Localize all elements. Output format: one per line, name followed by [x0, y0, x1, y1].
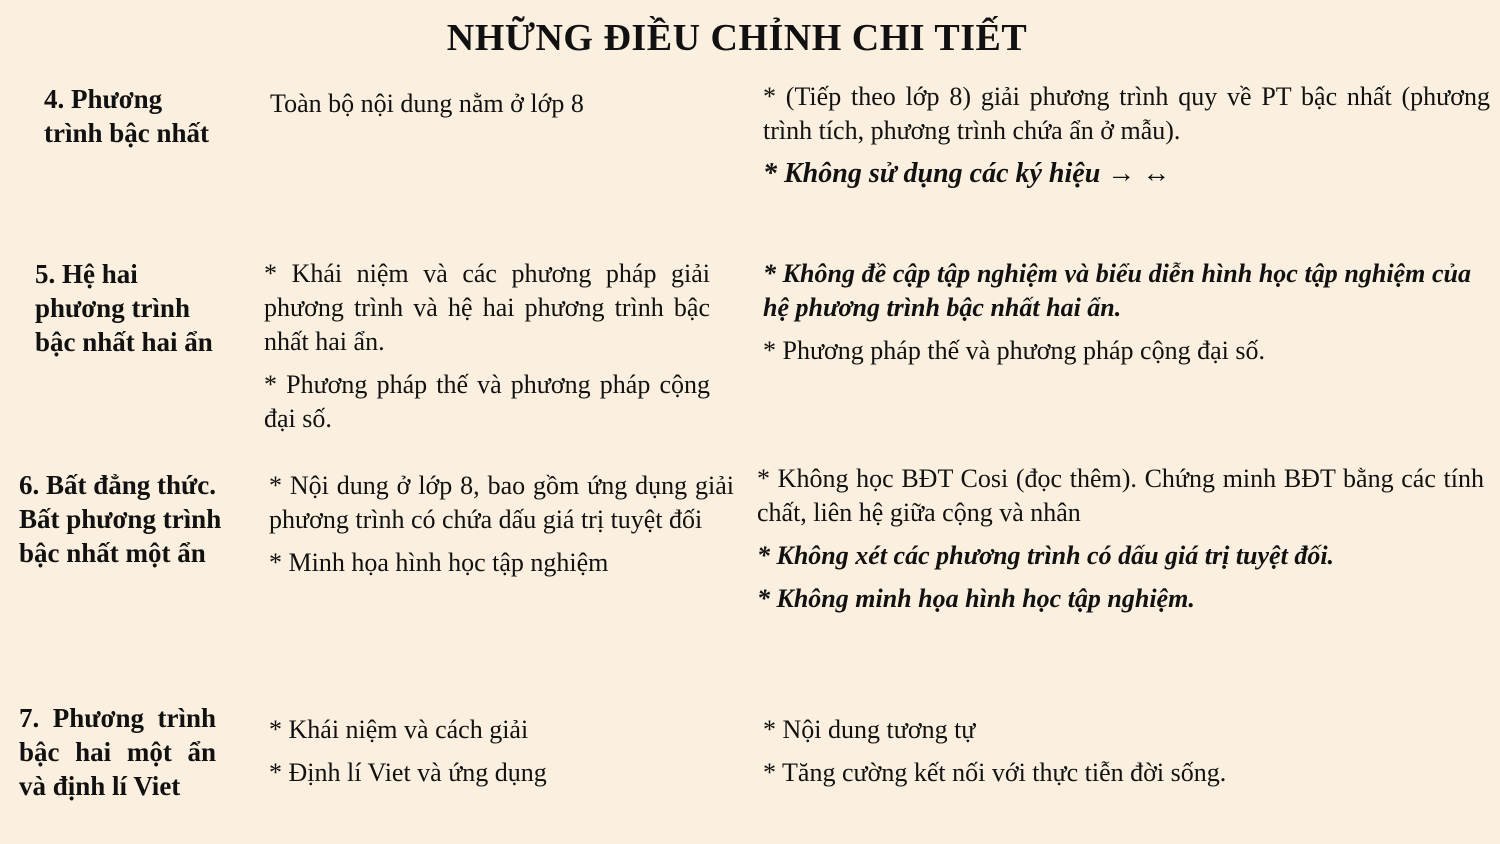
- row-5-new-item-2: * Phương pháp thế và phương pháp cộng đại số.: [763, 336, 1265, 365]
- row-5-topic-line-2: phương trình: [35, 293, 190, 323]
- row-4-new-content: [763, 80, 1490, 200]
- row-6-new-item-2: * Không xét các phương trình có dấu giá trị tuyệt đối.: [757, 541, 1335, 570]
- row-5-topic-line-1: 5. Hệ hai: [35, 259, 138, 289]
- row-6-old-content: [269, 469, 734, 589]
- row-5-old-content: [264, 257, 710, 445]
- row-5-topic-line-3: bậc nhất hai ẩn: [35, 327, 213, 357]
- row-7-topic-line-2: bậc hai một ẩn: [19, 737, 216, 767]
- row-4-topic-line-1: 4. Phương: [44, 84, 163, 114]
- row-6-old-item-1: * Nội dung ở lớp 8, bao gồm ứng dụng giải phương trình có chứa dấu giá trị tuyệt đối: [269, 471, 734, 534]
- row-4-new-item-1: * (Tiếp theo lớp 8) giải phương trình quy về PT bậc nhất (phương trình tích, phương trình chứa ẩn ở mẫu).: [763, 82, 1490, 145]
- row-4-new-item-2: * Không sử dụng các ký hiệu → ↔: [763, 158, 1171, 189]
- row-4-topic: [44, 82, 244, 150]
- row-6-topic-line-3: bậc nhất một ẩn: [19, 538, 206, 568]
- row-6-topic-line-1: 6. Bất đẳng thức.: [19, 470, 216, 500]
- row-5-old-item-1: * Khái niệm và các phương pháp giải phương trình và hệ hai phương trình bậc nhất hai ẩn.: [264, 259, 710, 356]
- row-5-topic: [35, 257, 250, 359]
- row-5-new-item-1: * Không đề cập tập nghiệm và biểu diễn hình học tập nghiệm của hệ phương trình bậc nhất hai ẩn.: [763, 259, 1471, 322]
- row-5-old-item-2: * Phương pháp thế và phương pháp cộng đại số.: [264, 370, 710, 433]
- slide-title: NHỮNG ĐIỀU CHỈNH CHI TIẾT: [446, 17, 1028, 59]
- row-7-topic: [19, 701, 216, 803]
- row-7-new-content: [763, 713, 1483, 799]
- row-6-old-item-2: * Minh họa hình học tập nghiệm: [269, 548, 609, 577]
- row-6-new-content: [757, 462, 1484, 625]
- row-7-new-item-1: * Nội dung tương tự: [763, 715, 976, 744]
- row-6-topic: [19, 468, 249, 570]
- row-7-topic-line-3: và định lí Viet: [19, 771, 181, 801]
- row-7-old-item-2: * Định lí Viet và ứng dụng: [269, 758, 547, 787]
- row-4-topic-line-2: trình bậc nhất: [44, 118, 210, 148]
- row-4-old-content: [270, 87, 730, 130]
- row-7-old-item-1: * Khái niệm và cách giải: [269, 715, 529, 744]
- row-5-new-content: [763, 257, 1471, 377]
- row-6-topic-line-2: Bất phương trình: [19, 504, 222, 534]
- row-7-topic-line-1: 7. Phương trình: [19, 703, 216, 733]
- row-7-new-item-2: * Tăng cường kết nối với thực tiễn đời sống.: [763, 758, 1227, 787]
- row-7-old-content: [269, 713, 734, 799]
- row-6-new-item-1: * Không học BĐT Cosi (đọc thêm). Chứng minh BĐT bằng các tính chất, liên hệ giữa cộng và nhân: [757, 464, 1484, 527]
- row-4-old-item-1: Toàn bộ nội dung nằm ở lớp 8: [270, 89, 584, 118]
- row-6-new-item-3: * Không minh họa hình học tập nghiệm.: [757, 584, 1195, 613]
